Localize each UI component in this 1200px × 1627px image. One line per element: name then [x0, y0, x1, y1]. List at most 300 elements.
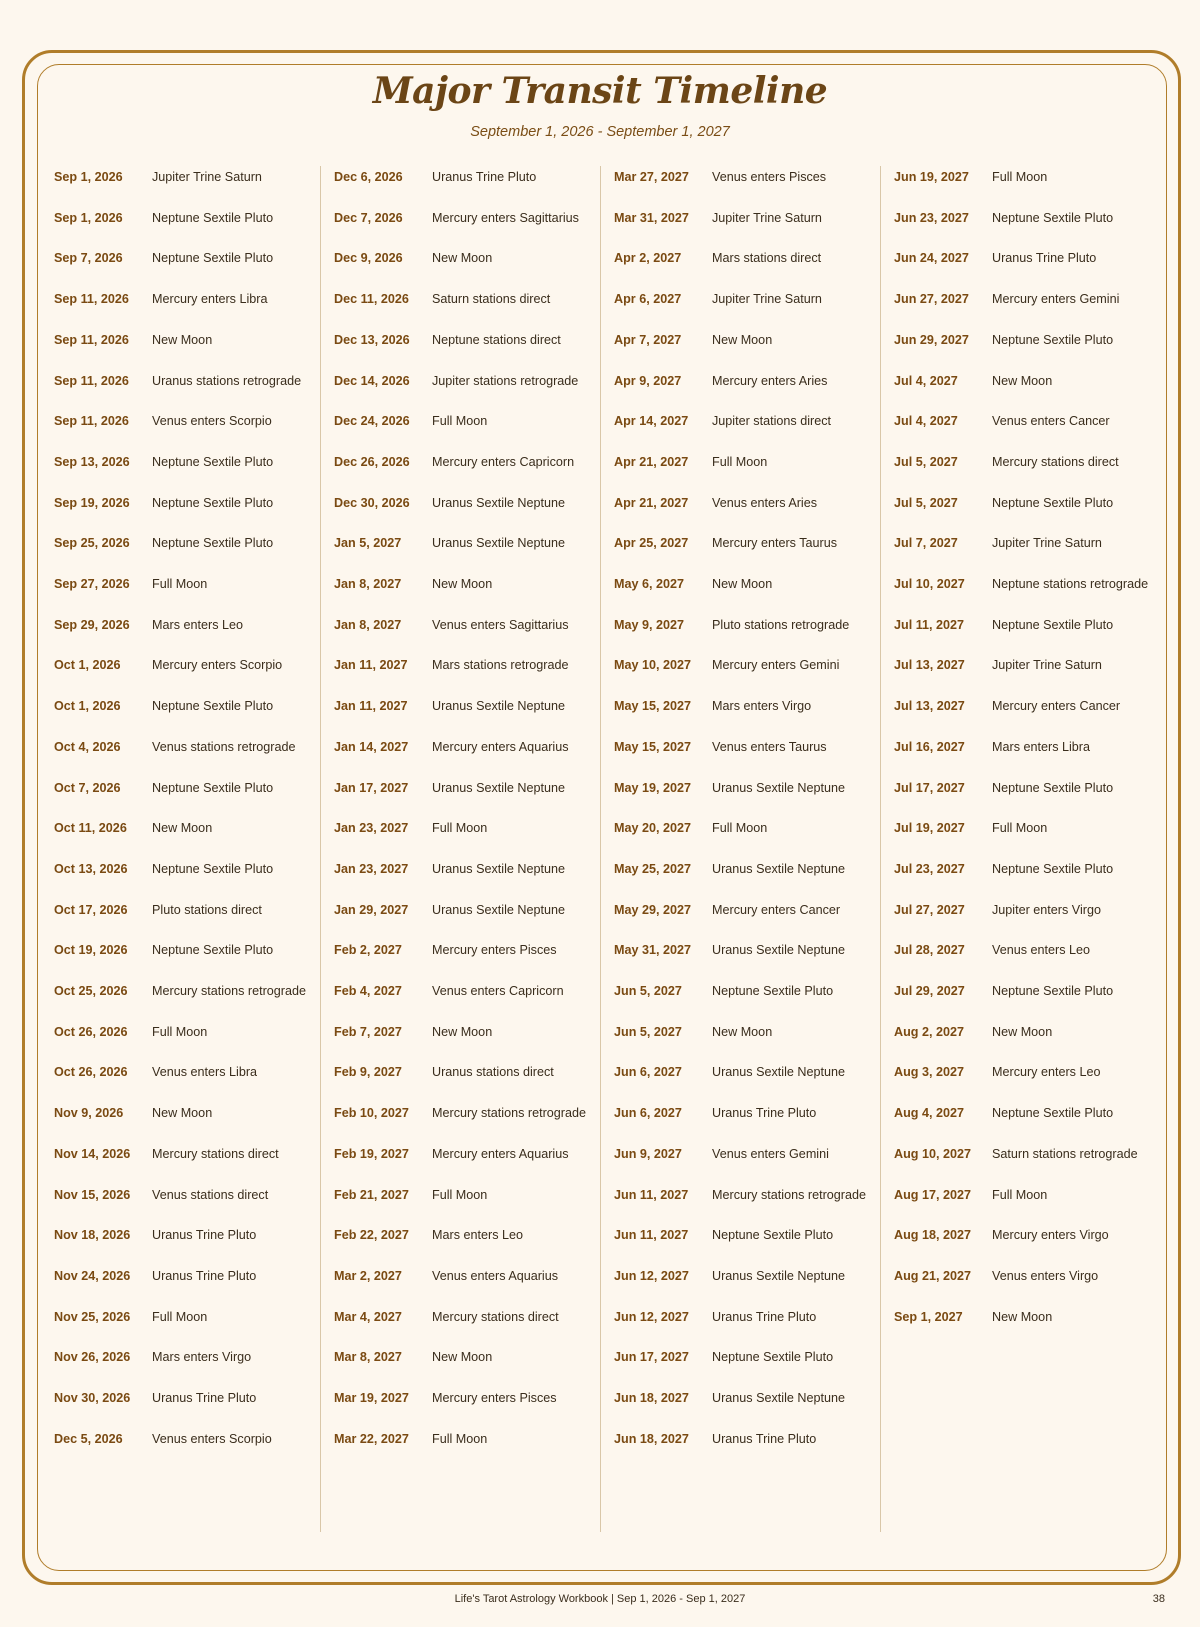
transit-row [880, 929, 1090, 971]
page-title: Major Transit Timeline [372, 70, 828, 112]
transit-row [320, 848, 565, 890]
transit-row [320, 563, 492, 605]
transit-date: Jul 11, 2027 [894, 617, 965, 632]
transit-date: Dec 7, 2026 [334, 210, 403, 225]
transit-row [600, 1214, 833, 1256]
transit-date: Feb 7, 2027 [334, 1024, 402, 1039]
transit-date: Apr 14, 2027 [614, 414, 689, 429]
transit-date: Jul 13, 2027 [894, 658, 965, 673]
transit-event: Venus stations direct [152, 1187, 269, 1202]
transit-event: Full Moon [712, 454, 768, 469]
transit-row [320, 237, 492, 279]
transit-date: Sep 11, 2026 [54, 332, 129, 347]
transit-row [40, 807, 212, 849]
transit-date: Jan 14, 2027 [334, 739, 409, 754]
transit-date: Jul 10, 2027 [894, 577, 965, 591]
transit-event: Uranus Trine Pluto [712, 1106, 817, 1121]
transit-event: Uranus Sextile Neptune [712, 1065, 846, 1080]
transit-event: Jupiter Trine Saturn [712, 292, 822, 307]
transit-row [40, 441, 273, 483]
transit-row [320, 197, 579, 239]
transit-row [600, 319, 772, 361]
transit-event: Neptune Sextile Pluto [152, 210, 274, 225]
transit-row [600, 278, 822, 320]
transit-event: Uranus Sextile Neptune [712, 1268, 846, 1283]
transit-date: Aug 2, 2027 [894, 1024, 964, 1039]
transit-date: May 15, 2027 [614, 699, 692, 714]
transit-date: Sep 11, 2026 [54, 414, 129, 429]
transit-row [320, 1092, 586, 1134]
transit-date: Jul 5, 2027 [894, 495, 958, 510]
transit-row [40, 1336, 251, 1378]
date-range-subtitle: September 1, 2026 - September 1, 2027 [470, 124, 730, 140]
transit-date: Jun 9, 2027 [614, 1146, 682, 1161]
transit-date: Jun 11, 2027 [614, 1187, 689, 1202]
transit-event: New Moon [432, 1024, 493, 1039]
transit-event: Pluto stations retrograde [712, 617, 850, 632]
transit-event: New Moon [712, 332, 773, 347]
transit-row [320, 1214, 523, 1256]
transit-row [320, 278, 550, 320]
transit-row [320, 522, 565, 564]
transit-row [880, 482, 1113, 524]
transit-row [600, 726, 827, 768]
transit-event: Uranus Trine Pluto [992, 251, 1097, 266]
transit-event: Uranus Sextile Neptune [432, 699, 566, 714]
transit-date: Jul 27, 2027 [894, 902, 965, 917]
transit-date: Sep 11, 2026 [54, 373, 129, 388]
transit-date: Jun 12, 2027 [614, 1268, 689, 1283]
transit-date: Jan 29, 2027 [334, 902, 409, 917]
transit-event: Uranus Trine Pluto [152, 1391, 257, 1405]
page-number: 38 [1152, 1593, 1165, 1605]
transit-event: Uranus stations direct [432, 1065, 554, 1080]
transit-event: Venus enters Aries [712, 495, 818, 510]
transit-date: Jan 5, 2027 [334, 536, 402, 551]
transit-row [600, 970, 833, 1012]
transit-date: Mar 8, 2027 [334, 1350, 402, 1365]
transit-row [40, 400, 272, 442]
transit-date: Sep 1, 2027 [894, 1309, 963, 1324]
transit-event: Mercury enters Pisces [432, 943, 557, 958]
transit-row [320, 360, 578, 402]
transit-event: Mercury stations direct [992, 454, 1119, 469]
transit-row [600, 522, 837, 564]
transit-event: Jupiter stations retrograde [432, 373, 579, 388]
transit-date: Jan 17, 2027 [334, 780, 409, 795]
transit-row [880, 237, 1096, 279]
transit-event: Full Moon [992, 821, 1048, 836]
transit-row [880, 1255, 1098, 1297]
transit-event: Neptune Sextile Pluto [992, 210, 1114, 225]
transit-row [600, 1051, 845, 1093]
transit-date: Mar 19, 2027 [334, 1391, 409, 1405]
transit-row [320, 807, 487, 849]
transit-event: Mercury stations retrograde [152, 984, 306, 998]
transit-date: Apr 25, 2027 [614, 536, 689, 551]
transit-date: Nov 26, 2026 [54, 1350, 131, 1365]
transit-date: Nov 18, 2026 [54, 1228, 131, 1243]
transit-date: Jul 17, 2027 [894, 780, 965, 795]
transit-event: Uranus Sextile Neptune [432, 902, 566, 917]
transit-date: Jul 16, 2027 [894, 739, 965, 754]
transit-row [600, 400, 831, 442]
transit-date: May 20, 2027 [614, 821, 692, 836]
transit-event: Jupiter stations direct [712, 414, 831, 429]
transit-row [320, 1336, 492, 1378]
transit-event: Saturn stations direct [432, 292, 551, 307]
transit-date: Jan 11, 2027 [334, 699, 408, 714]
transit-event: Venus enters Scorpio [152, 1431, 272, 1446]
transit-event: Full Moon [152, 577, 208, 591]
transit-row [880, 1092, 1113, 1134]
transit-event: New Moon [992, 1309, 1053, 1324]
transit-row [600, 848, 845, 890]
transit-row [600, 807, 767, 849]
transit-date: Mar 31, 2027 [614, 210, 689, 225]
transit-event: Mars stations direct [712, 251, 822, 266]
transit-date: Sep 11, 2026 [54, 292, 129, 307]
transit-row [880, 1051, 1101, 1093]
transit-row [880, 319, 1113, 361]
transit-date: Jun 18, 2027 [614, 1431, 689, 1446]
transit-row [320, 1255, 558, 1297]
transit-date: Jul 28, 2027 [894, 943, 965, 958]
transit-row [880, 970, 1113, 1012]
transit-event: Full Moon [432, 1187, 488, 1202]
transit-date: Apr 7, 2027 [614, 332, 682, 347]
transit-row [880, 400, 1110, 442]
transit-date: May 9, 2027 [614, 617, 685, 632]
transit-row [600, 1174, 866, 1216]
transit-event: Uranus Trine Pluto [712, 1309, 817, 1324]
transit-date: May 19, 2027 [614, 780, 692, 795]
transit-event: Mercury stations direct [432, 1309, 559, 1324]
transit-date: Sep 19, 2026 [54, 495, 130, 510]
transit-event: Neptune Sextile Pluto [712, 984, 834, 998]
transit-event: Mercury enters Aquarius [432, 1146, 569, 1161]
transit-row [320, 604, 569, 646]
transit-row [40, 685, 273, 727]
transit-row [880, 644, 1102, 686]
transit-event: Venus enters Sagittarius [432, 617, 569, 632]
transit-row [600, 1296, 816, 1338]
transit-event: Neptune Sextile Pluto [992, 495, 1114, 510]
transit-date: Jul 7, 2027 [894, 536, 958, 551]
transit-event: Full Moon [992, 170, 1048, 184]
transit-event: New Moon [992, 373, 1053, 388]
transit-date: Dec 30, 2026 [334, 495, 410, 510]
transit-event: Mercury enters Cancer [992, 699, 1121, 714]
transit-event: Neptune stations direct [432, 332, 561, 347]
transit-row [600, 685, 811, 727]
transit-row [40, 1214, 256, 1256]
transit-date: Sep 1, 2026 [54, 170, 123, 184]
transit-date: Sep 1, 2026 [54, 210, 123, 225]
transit-date: Jan 23, 2027 [334, 861, 409, 876]
transit-event: Mercury stations retrograde [712, 1187, 866, 1202]
transit-event: New Moon [432, 251, 493, 266]
transit-row [880, 848, 1113, 890]
transit-row [40, 1296, 207, 1338]
transit-date: Nov 14, 2026 [54, 1146, 131, 1161]
transit-event: Venus enters Scorpio [152, 414, 272, 429]
transit-event: Mercury enters Pisces [432, 1391, 557, 1405]
transit-event: Mercury enters Aquarius [432, 739, 569, 754]
transit-event: Mars stations retrograde [432, 658, 569, 673]
transit-row [880, 563, 1148, 605]
transit-row [600, 1092, 816, 1134]
transit-row [40, 1174, 268, 1216]
transit-event: Full Moon [992, 1187, 1048, 1202]
transit-date: Jul 23, 2027 [894, 861, 965, 876]
transit-row [40, 278, 267, 320]
transit-row [320, 319, 561, 361]
transit-row [320, 929, 557, 971]
transit-date: May 15, 2027 [614, 739, 692, 754]
transit-event: Mercury enters Libra [152, 292, 268, 307]
timeline-columns [40, 166, 1160, 1532]
transit-row [880, 889, 1101, 931]
transit-row [600, 1255, 845, 1297]
transit-row [320, 482, 565, 524]
transit-event: New Moon [992, 1024, 1053, 1039]
timeline-column-2 [320, 166, 601, 1532]
timeline-column-4 [880, 166, 1160, 1532]
transit-date: Oct 7, 2026 [54, 780, 121, 795]
transit-row [600, 1418, 816, 1460]
transit-row [880, 360, 1052, 402]
transit-event: Neptune Sextile Pluto [152, 536, 274, 551]
transit-event: Mercury stations direct [152, 1146, 279, 1161]
transit-date: Apr 2, 2027 [614, 251, 682, 266]
transit-date: Mar 22, 2027 [334, 1431, 409, 1446]
transit-event: Neptune Sextile Pluto [152, 861, 274, 876]
transit-event: Neptune Sextile Pluto [992, 984, 1114, 998]
transit-row [320, 1011, 492, 1053]
transit-event: Uranus Trine Pluto [152, 1228, 257, 1243]
transit-date: Jul 19, 2027 [894, 821, 965, 836]
transit-date: Nov 25, 2026 [54, 1309, 131, 1324]
transit-event: Mars enters Leo [432, 1228, 523, 1243]
transit-row [880, 685, 1120, 727]
transit-event: Mercury enters Capricorn [432, 454, 575, 469]
transit-date: Dec 6, 2026 [334, 170, 403, 184]
transit-date: Mar 27, 2027 [614, 170, 689, 184]
transit-event: Jupiter Trine Saturn [152, 170, 262, 184]
transit-event: Venus enters Cancer [992, 414, 1110, 429]
transit-event: Uranus Sextile Neptune [432, 861, 566, 876]
transit-row [600, 767, 845, 809]
transit-date: Sep 25, 2026 [54, 536, 130, 551]
transit-event: New Moon [712, 1024, 773, 1039]
transit-row [320, 767, 565, 809]
transit-event: Neptune Sextile Pluto [152, 943, 274, 958]
transit-event: Uranus Sextile Neptune [432, 780, 566, 795]
transit-date: Feb 4, 2027 [334, 984, 402, 998]
transit-event: New Moon [152, 821, 213, 836]
transit-date: Jul 4, 2027 [894, 414, 958, 429]
transit-event: Mercury enters Aries [712, 373, 828, 388]
transit-event: New Moon [432, 577, 493, 591]
transit-date: Jun 19, 2027 [894, 170, 969, 184]
transit-date: Sep 29, 2026 [54, 617, 130, 632]
transit-event: Venus enters Capricorn [432, 984, 564, 998]
transit-row [880, 1011, 1052, 1053]
transit-date: Nov 24, 2026 [54, 1268, 131, 1283]
transit-row [600, 197, 822, 239]
transit-event: Venus enters Pisces [712, 170, 827, 184]
transit-event: Uranus Sextile Neptune [712, 780, 846, 795]
transit-date: Apr 21, 2027 [614, 495, 689, 510]
transit-row [40, 1377, 256, 1419]
transit-event: New Moon [152, 1106, 213, 1121]
transit-row [320, 726, 569, 768]
transit-date: Apr 6, 2027 [614, 292, 682, 307]
transit-row [600, 889, 840, 931]
transit-event: Uranus stations retrograde [152, 373, 302, 388]
transit-event: Neptune Sextile Pluto [152, 699, 274, 714]
transit-date: Jun 24, 2027 [894, 251, 969, 266]
transit-row [40, 360, 301, 402]
transit-row [600, 604, 849, 646]
transit-row [880, 726, 1090, 768]
transit-row [40, 970, 306, 1012]
timeline-column-3 [600, 166, 881, 1532]
transit-date: May 6, 2027 [614, 577, 685, 591]
transit-date: Oct 11, 2026 [54, 821, 127, 836]
transit-event: Mercury stations retrograde [432, 1106, 586, 1121]
transit-row [600, 1133, 829, 1175]
transit-event: Venus enters Virgo [992, 1268, 1099, 1283]
transit-date: Mar 2, 2027 [334, 1268, 402, 1283]
transit-event: Mercury enters Cancer [712, 902, 841, 917]
transit-row [40, 197, 273, 239]
transit-event: Neptune Sextile Pluto [992, 861, 1114, 876]
transit-row [40, 1051, 257, 1093]
transit-event: New Moon [432, 1350, 493, 1365]
transit-row [320, 156, 536, 198]
transit-event: Mercury enters Gemini [712, 658, 840, 673]
transit-row [40, 319, 212, 361]
transit-event: Neptune Sextile Pluto [712, 1350, 834, 1365]
transit-row [600, 360, 827, 402]
transit-event: Mars enters Leo [152, 617, 243, 632]
transit-event: Full Moon [152, 1024, 208, 1039]
transit-date: Jun 6, 2027 [614, 1065, 682, 1080]
transit-date: Jun 23, 2027 [894, 210, 969, 225]
transit-event: Uranus Sextile Neptune [712, 1391, 846, 1405]
transit-row [600, 441, 767, 483]
transit-row [320, 441, 574, 483]
transit-row [600, 237, 821, 279]
transit-row [40, 156, 262, 198]
transit-date: Aug 4, 2027 [894, 1106, 964, 1121]
transit-event: Neptune Sextile Pluto [992, 332, 1114, 347]
transit-event: Jupiter enters Virgo [992, 902, 1101, 917]
transit-row [40, 237, 273, 279]
transit-date: Jun 11, 2027 [614, 1228, 689, 1243]
transit-event: Full Moon [432, 414, 488, 429]
transit-event: Neptune Sextile Pluto [992, 780, 1114, 795]
transit-date: Nov 9, 2026 [54, 1106, 124, 1121]
transit-date: Jun 12, 2027 [614, 1309, 689, 1324]
transit-date: Dec 26, 2026 [334, 454, 410, 469]
transit-row [40, 1418, 272, 1460]
transit-event: Jupiter Trine Saturn [712, 210, 822, 225]
transit-event: Uranus Sextile Neptune [432, 495, 566, 510]
transit-event: Neptune Sextile Pluto [152, 495, 274, 510]
transit-event: Mercury enters Scorpio [152, 658, 283, 673]
transit-event: Full Moon [432, 821, 488, 836]
transit-date: Apr 9, 2027 [614, 373, 682, 388]
transit-event: Neptune Sextile Pluto [712, 1228, 834, 1243]
timeline-column-1 [40, 166, 321, 1532]
transit-date: Oct 1, 2026 [54, 699, 121, 714]
transit-event: Venus enters Gemini [712, 1146, 829, 1161]
transit-event: Jupiter Trine Saturn [992, 658, 1102, 673]
transit-row [40, 522, 273, 564]
transit-row [40, 767, 273, 809]
transit-event: Neptune Sextile Pluto [992, 1106, 1114, 1121]
transit-row [320, 1051, 554, 1093]
transit-row [40, 1255, 256, 1297]
transit-row [600, 156, 826, 198]
transit-event: Mercury enters Leo [992, 1065, 1101, 1080]
transit-event: New Moon [152, 332, 213, 347]
transit-row [40, 848, 273, 890]
transit-event: Mars enters Virgo [712, 699, 812, 714]
transit-event: Neptune Sextile Pluto [152, 780, 274, 795]
transit-row [320, 1377, 557, 1419]
transit-row [320, 1133, 569, 1175]
transit-date: Sep 13, 2026 [54, 454, 130, 469]
transit-date: Oct 26, 2026 [54, 1065, 128, 1080]
transit-date: Aug 21, 2027 [894, 1268, 972, 1283]
transit-row [600, 1377, 845, 1419]
transit-row [600, 1336, 833, 1378]
transit-row [880, 1133, 1138, 1175]
transit-row [40, 644, 282, 686]
transit-row [40, 1011, 207, 1053]
transit-date: Jul 29, 2027 [894, 984, 965, 998]
transit-event: Neptune stations retrograde [992, 577, 1149, 591]
transit-event: Venus enters Taurus [712, 739, 827, 754]
transit-date: Dec 11, 2026 [334, 292, 409, 307]
transit-event: Full Moon [152, 1309, 208, 1324]
transit-date: Sep 7, 2026 [54, 251, 123, 266]
transit-event: Mars enters Virgo [152, 1350, 252, 1365]
transit-date: Dec 24, 2026 [334, 414, 410, 429]
transit-event: Venus enters Leo [992, 943, 1091, 958]
transit-date: Jun 29, 2027 [894, 332, 969, 347]
transit-event: Mercury enters Taurus [712, 536, 838, 551]
transit-date: Jan 23, 2027 [334, 821, 409, 836]
transit-row [600, 1011, 772, 1053]
transit-date: Dec 5, 2026 [54, 1431, 123, 1446]
transit-row [320, 685, 565, 727]
transit-event: Saturn stations retrograde [992, 1146, 1138, 1161]
transit-date: Dec 14, 2026 [334, 373, 410, 388]
transit-row [320, 889, 565, 931]
transit-date: Feb 10, 2027 [334, 1106, 409, 1121]
transit-row [880, 807, 1047, 849]
transit-row [320, 1418, 487, 1460]
transit-event: Uranus Sextile Neptune [712, 861, 846, 876]
transit-date: Mar 4, 2027 [334, 1309, 402, 1324]
transit-date: Oct 17, 2026 [54, 902, 128, 917]
transit-row [40, 889, 262, 931]
